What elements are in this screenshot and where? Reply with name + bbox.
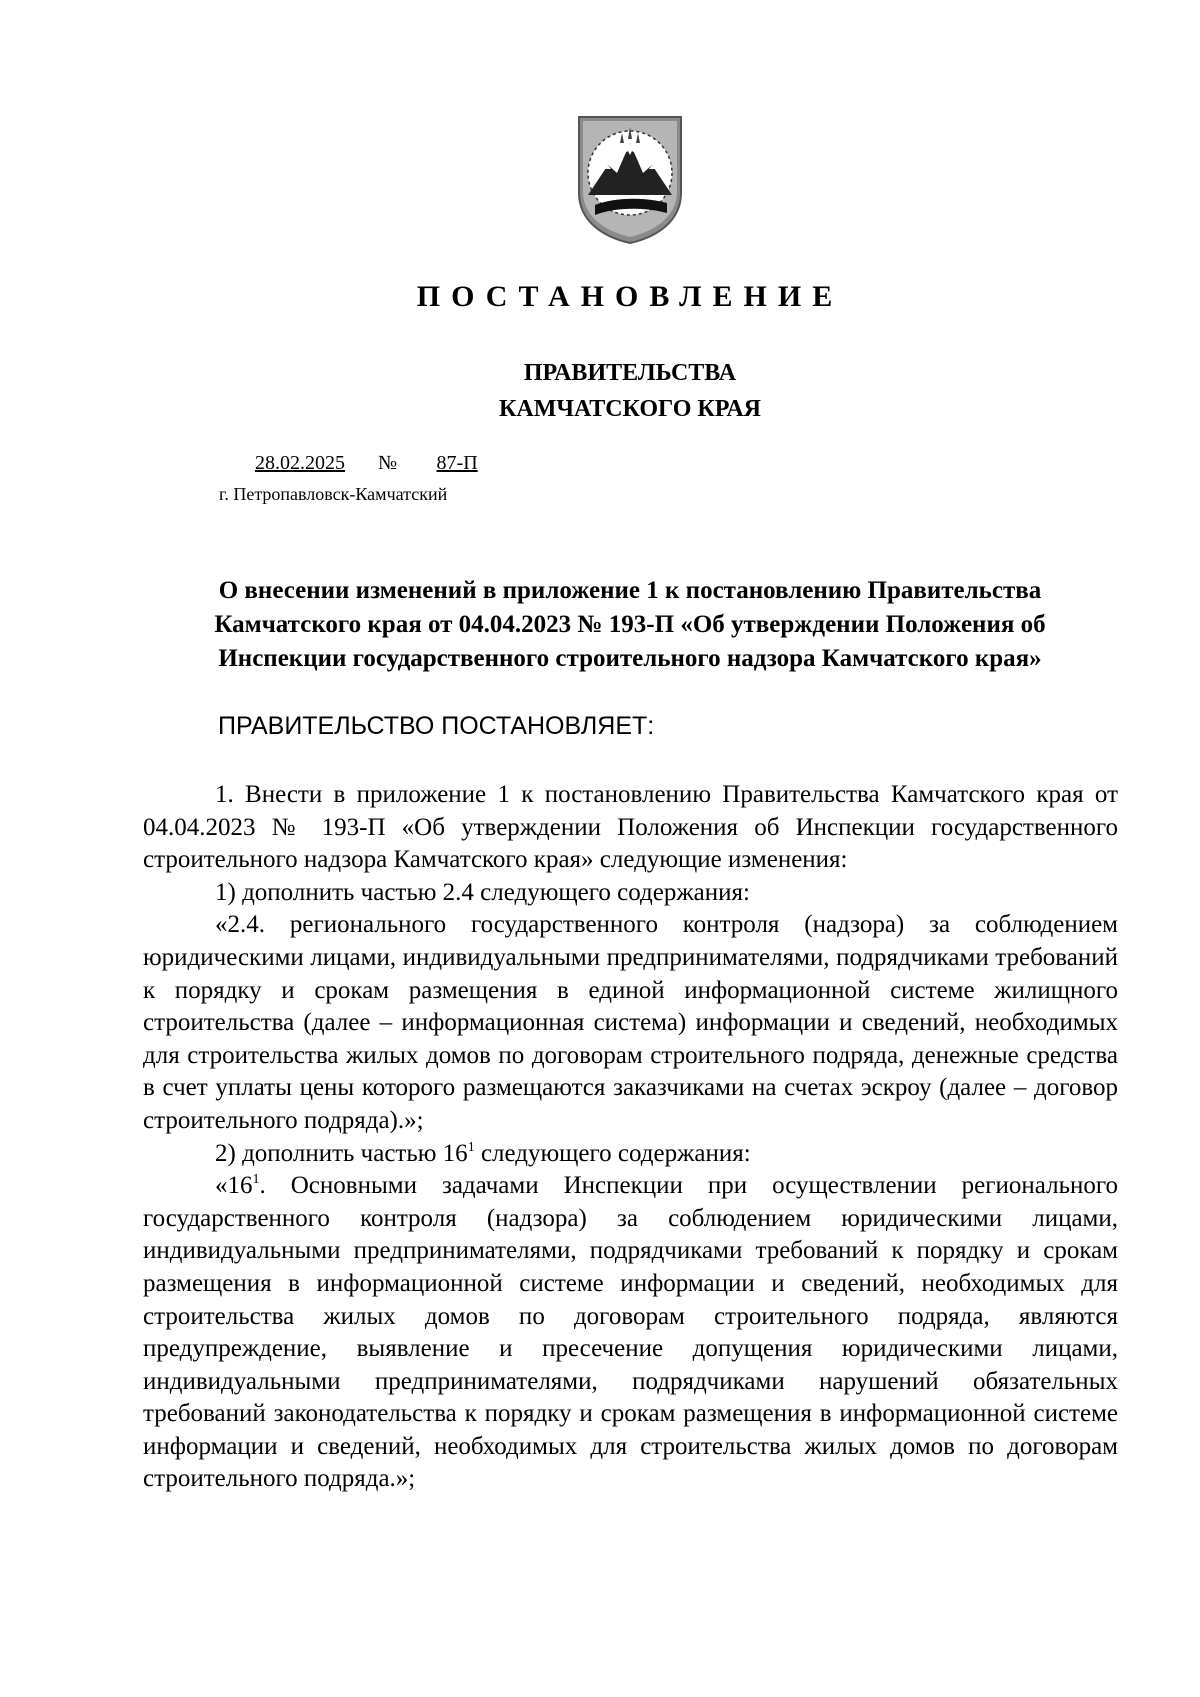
decree-statement: ПРАВИТЕЛЬСТВО ПОСТАНОВЛЯЕТ: [218, 712, 655, 740]
superscript: 1 [252, 1172, 260, 1188]
document-type-title: ПОСТАНОВЛЕНИЕ [416, 280, 844, 313]
authority-line-1: ПРАВИТЕЛЬСТВА [523, 360, 737, 386]
document-date: 28.02.2025 [255, 452, 345, 474]
subject-line-2: Камчатского края от 04.04.2023 № 193-П «Об утверждении Положения об [214, 611, 1046, 638]
paragraph-4: 2) дополнить частью $16^1$ следующего содержания: [215, 1139, 751, 1167]
authority-line-2: КАМЧАТСКОГО КРАЯ [498, 396, 762, 422]
document-body [143, 779, 1118, 1496]
city-of-issue: г. Петропавловск-Камчатский [219, 484, 448, 504]
number-sign: № [378, 452, 398, 474]
issuing-authority [0, 355, 1200, 427]
date-number-line [200, 452, 507, 475]
superscript: 1 [467, 1139, 475, 1155]
paragraph-1: 1. Внести в приложение 1 к постановлению Правительства Камчатского края от 04.04.2023 № 193-П «Об утверждении Положения об Инспекции государственного строительного надзора Камчатского края» следующие изменения: [143, 781, 1118, 874]
subject-line-1: О внесении изменений в приложение 1 к постановлению Правительства [218, 577, 1042, 604]
paragraph-2: 1) дополнить частью 2.4 следующего содержания: [215, 878, 750, 906]
subject-line-3: Инспекции государственного строительного надзора Камчатского края» [218, 645, 1042, 672]
coat-of-arms-icon [575, 113, 685, 245]
paragraph-5: «$16^1$. Основными задачами Инспекции при осуществлении регионального государственного контроля (надзора) за соблюдением юридическими лицами, индивидуальными предпринимателями, подрядчиками требований к порядку и срокам размещения в информационной системе информации и сведений, необходимых для строительства жилых домов по договорам строительного подряда, являются предупреждение, выявление и пресечение допущения юридическими лицами, индивидуальными предпринимателями, подрядчиками нарушений обязательных требований законодательства к порядку и срокам размещения в информационной системе информации и сведений, необходимых для строительства жилых домов по договорам строительного подряда.»; [143, 1172, 1118, 1493]
document-subject [140, 574, 1120, 676]
paragraph-3: «2.4. регионального государственного контроля (надзора) за соблюдением юридическими лицами, индивидуальными предпринимателями, подрядчиками требований к порядку и срокам размещения в единой информационной системе жилищного строительства (далее – информационная система) информации и сведений, необходимых для строительства жилых домов по договорам строительного подряда, денежные средства в счет уплаты цены которого размещаются заказчиками на счетах эскроу (далее – договор строительного подряда).»; [143, 911, 1118, 1134]
document-number: 87-П [436, 452, 478, 474]
